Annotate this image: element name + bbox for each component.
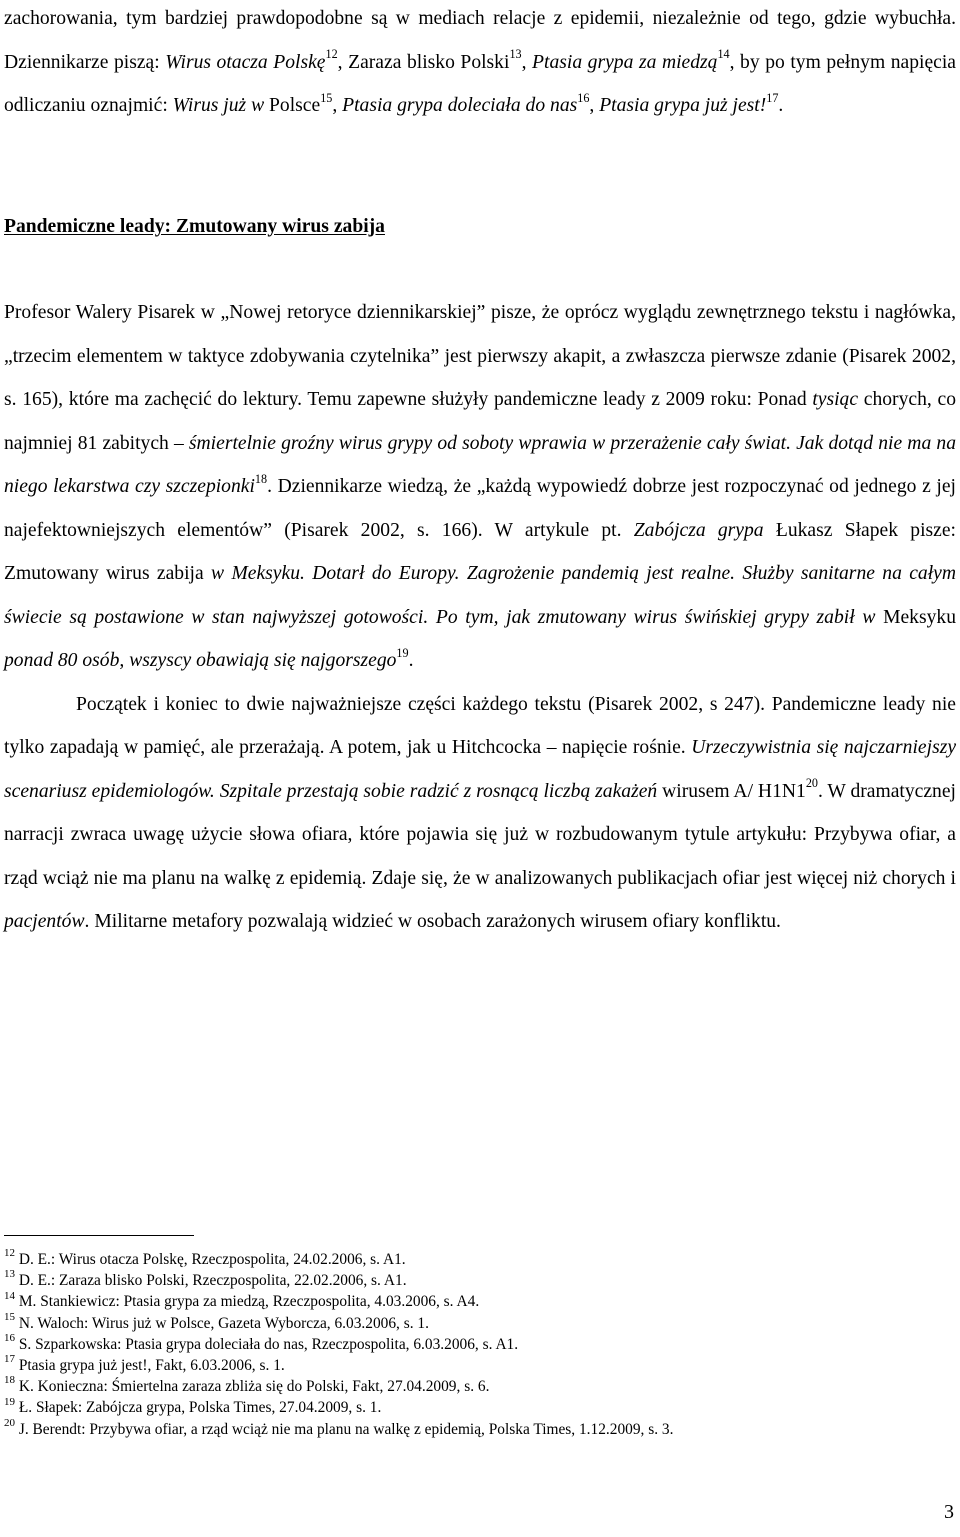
footnote-ref: 18	[254, 471, 268, 486]
footnote-number: 20	[4, 1416, 15, 1429]
footnote-number: 12	[4, 1247, 15, 1260]
footnote-number: 13	[4, 1268, 15, 1281]
text-run: Meksyku	[875, 606, 956, 628]
footnote	[4, 1270, 956, 1291]
text-run: ,	[589, 95, 600, 116]
text-run: ,	[332, 95, 343, 116]
text-run: wirusem A/ H1N1	[657, 780, 806, 802]
footnote-text: S. Szparkowska: Ptasia grypa doleciała do nas, Rzeczpospolita, 6.03.2006, s. A1.	[15, 1335, 519, 1353]
body-paragraph	[4, 291, 956, 944]
text-run: . W dramatycznej narracji zwraca uwagę użycie słowa ofiara, które pojawia się już w rozbudowanym tytule artykułu: Przybywa ofiar, a rząd wciąż nie ma planu na walkę z epidemią. Zdaje się, że w analizowanych publikacjach ofiar jest więcej niż chorych i	[4, 780, 956, 889]
italic-text: Ptasia grypa już jest!	[599, 95, 767, 116]
text-run: Początek i koniec to dwie najważniejsze części każdego tekstu (Pisarek 2002, s 247). Pandemiczne leady nie tylko zapadają w pamięć, ale przerażają. A potem, jak u Hitchcocka – napięcie rośnie.	[4, 693, 956, 758]
italic-text: Wirus już w	[172, 95, 265, 116]
document-page	[4, 0, 956, 1537]
footnote-text: D. E.: Wirus otacza Polskę, Rzeczpospolita, 24.02.2006, s. A1.	[15, 1251, 406, 1268]
intro-paragraph	[4, 0, 956, 128]
italic-text: ponad 80 osób, wszyscy obawiają się najgorszego	[4, 650, 397, 671]
footnote-text: J. Berendt: Przybywa ofiar, a rząd wciąż nie ma planu na walkę z epidemią, Polska Times, 1.12.2009, s. 3.	[15, 1420, 674, 1438]
footnote	[4, 1291, 956, 1312]
text-run: zachorowania, tym bardziej prawdopodobne są w mediach relacje z epidemii, niezależnie od tego, gdzie wybuchła. Dziennikarze piszą:	[4, 8, 956, 73]
italic-text: pacjentów	[4, 911, 85, 932]
footnote-ref: 12	[325, 47, 338, 62]
footnote	[4, 1355, 956, 1376]
footnote-number: 18	[4, 1374, 15, 1387]
text-run: Profesor Walery Pisarek w „Nowej retoryce dziennikarskiej” pisze, że oprócz wyglądu zewnętrznego tekstu i nagłówka, „trzecim elementem w taktyce zdobywania czytelnika” jest pierwszy akapit, a zwłaszcza pierwsze zdanie (Pisarek 2002, s. 165), które ma zachęcić do lektury. Temu zapewne służyły pandemiczne leady z 2009 roku: Ponad	[4, 302, 956, 410]
footnote	[4, 1397, 956, 1418]
italic-text: Ptasia grypa doleciała do nas	[342, 95, 578, 116]
italic-text: Wirus otacza Polskę	[165, 51, 326, 73]
italic-text: śmiertelnie groźny wirus grypy od soboty wprawia w przerażenie cały świat. Jak dotąd nie ma na niego lekarstwa czy szczepionki	[4, 432, 956, 497]
footnote-number: 14	[4, 1289, 15, 1302]
text-run: , Zaraza blisko Polski	[337, 51, 510, 73]
footnote	[4, 1310, 956, 1334]
italic-text: tysiąc	[812, 389, 859, 410]
text-run: . Militarne metafory pozwalają widzieć w osobach zarażonych wirusem ofiary konfliktu.	[84, 911, 781, 932]
footnote	[4, 1334, 956, 1355]
footnote-text: Ptasia grypa już jest!, Fakt, 6.03.2006, s. 1.	[15, 1357, 285, 1375]
text-run: .	[408, 650, 414, 671]
footnote-ref: 13	[509, 47, 522, 62]
footnote-number: 16	[4, 1332, 15, 1345]
footnote	[4, 1376, 956, 1397]
italic-text: Ptasia grypa za miedzą	[532, 51, 718, 73]
footnote-text: N. Waloch: Wirus już w Polsce, Gazeta Wyborcza, 6.03.2006, s. 1.	[15, 1314, 429, 1332]
footnote-text: Ł. Słapek: Zabójcza grypa, Polska Times, 27.04.2009, s. 1.	[15, 1399, 382, 1417]
footnote-text: M. Stankiewicz: Ptasia grypa za miedzą, Rzeczpospolita, 4.03.2006, s. A4.	[15, 1293, 480, 1311]
footnote	[4, 1249, 956, 1270]
section-heading-text: Pandemiczne leady: Zmutowany wirus zabija	[4, 216, 385, 237]
footnote-separator	[4, 1235, 194, 1236]
text-run: chorych, co najmniej 81 zabitych –	[4, 389, 956, 454]
footnote-text: K. Konieczna: Śmiertelna zaraza zbliża się do Polski, Fakt, 27.04.2009, s. 6.	[15, 1378, 490, 1396]
text-run: Łukasz Słapek pisze: Zmutowany wirus zabija	[4, 519, 956, 584]
footnote-text: D. E.: Zaraza blisko Polski, Rzeczpospolita, 22.02.2006, s. A1.	[15, 1272, 407, 1290]
page-number: 3	[944, 1501, 954, 1523]
text-run: . Dziennikarze wiedzą, że „każdą wypowiedź dobrze jest rozpoczynać od jednego z jej najefektowniejszych elementów” (Pisarek 2002, s. 166). W artykule pt.	[4, 476, 956, 541]
section-heading	[4, 212, 385, 242]
text-run: , by po tym pełnym napięcia odliczaniu oznajmić:	[4, 51, 957, 116]
footnote-ref: 15	[320, 90, 333, 105]
footnote	[4, 1416, 956, 1440]
italic-text: w Meksyku. Dotarł do Europy. Zagrożenie pandemią jest realne. Służby sanitarne na całym świecie są postawione w stan najwyższej gotowości. Po tym, jak zmutowany wirus świńskiej grypy zabił w	[4, 563, 956, 628]
footnote-number: 15	[4, 1310, 15, 1323]
footnote-number: 17	[4, 1353, 15, 1366]
footnote-number: 19	[4, 1395, 15, 1408]
footnote-ref: 16	[577, 90, 590, 105]
text-run: ,	[521, 51, 533, 73]
footnote-list	[4, 1249, 956, 1440]
footnote-ref: 19	[396, 645, 409, 660]
text-run: .	[778, 95, 784, 116]
italic-text: Urzeczywistnia się najczarniejszy scenariusz epidemiologów. Szpitale przestają sobie radzić z rosnącą liczbą zakażeń	[4, 737, 957, 802]
text-run: Polsce	[264, 95, 321, 116]
footnote-ref: 14	[717, 47, 730, 62]
italic-text: Zabójcza grypa	[633, 519, 764, 541]
footnote-ref: 20	[805, 776, 818, 791]
footnote-ref: 17	[766, 90, 779, 105]
